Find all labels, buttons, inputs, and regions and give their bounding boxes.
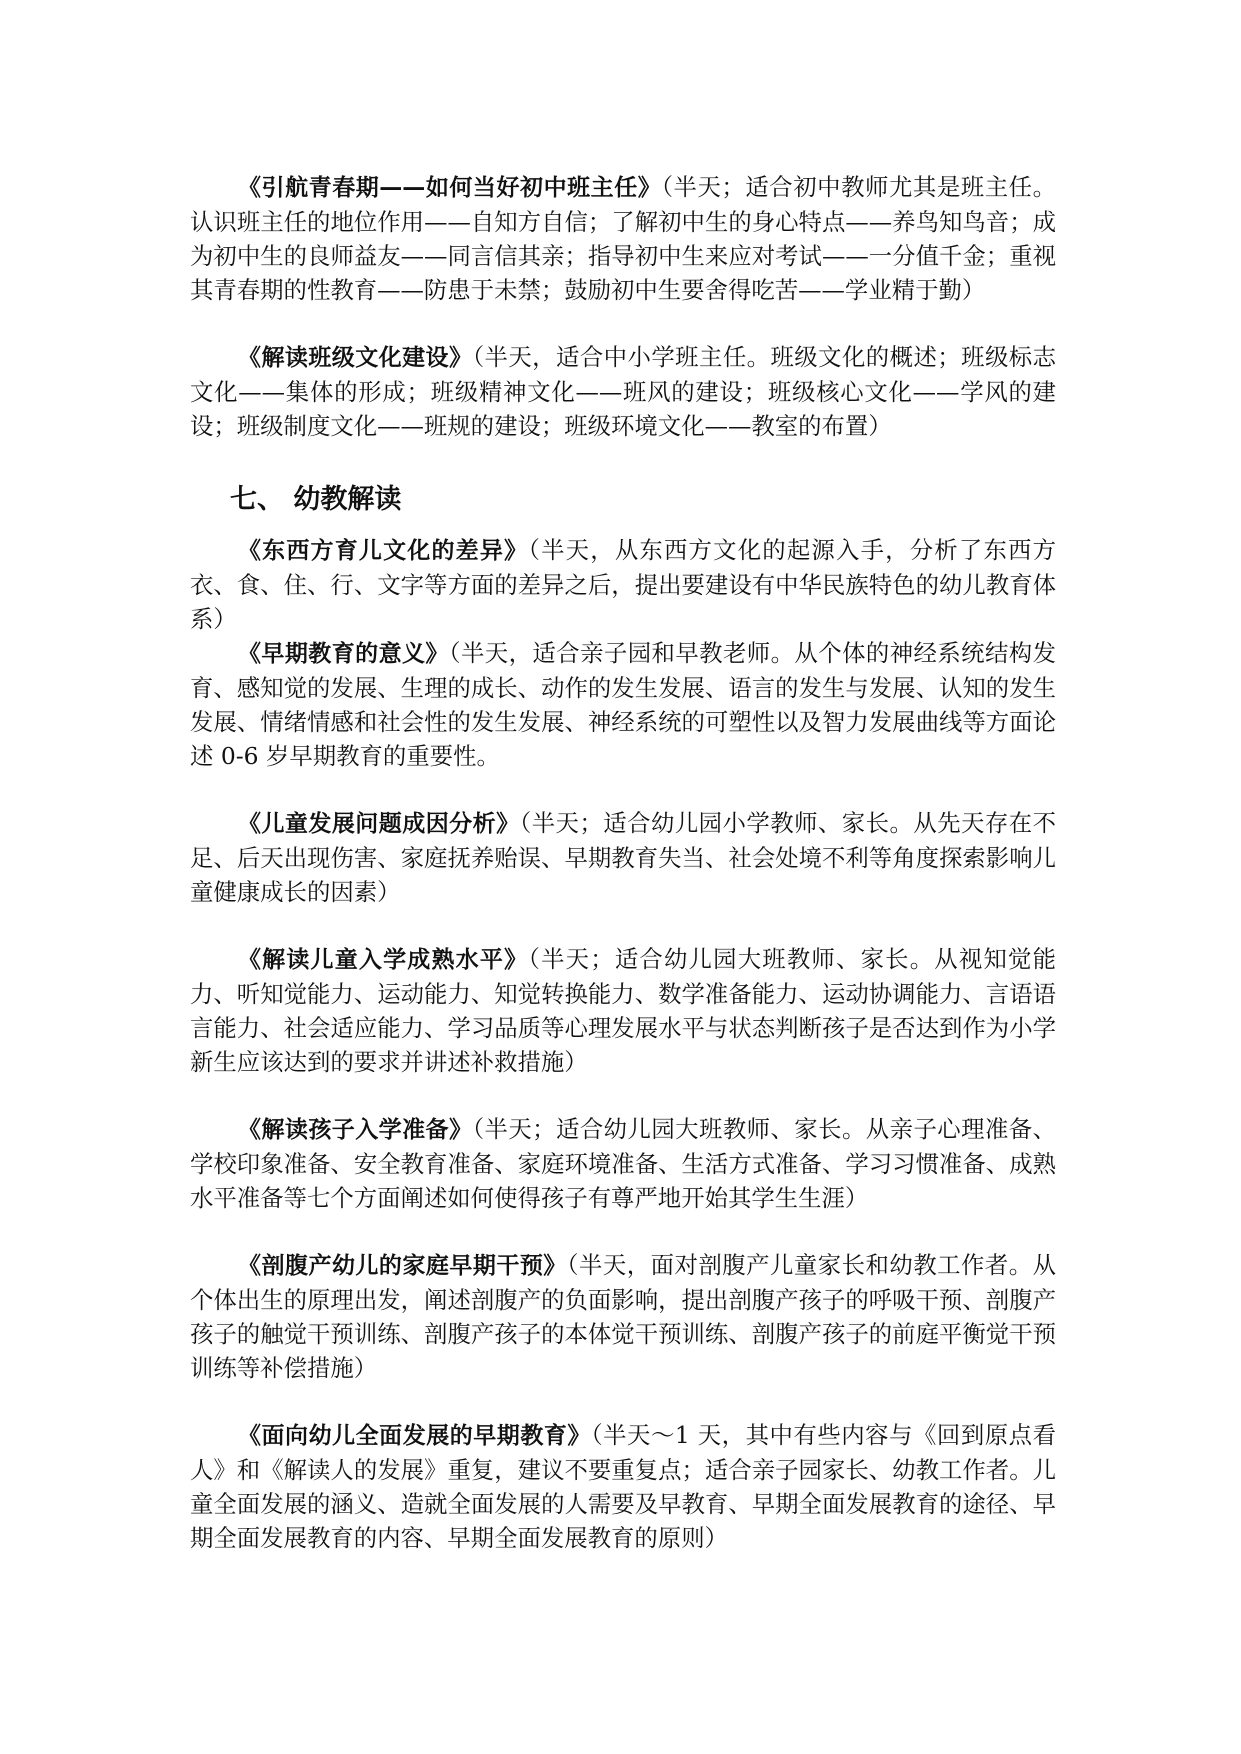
document-page — [190, 170, 1056, 1555]
course-title: 《东西方育儿文化的差异》 — [238, 538, 529, 564]
section-heading: 七、 幼教解读 — [230, 484, 402, 515]
course-title: 《剖腹产幼儿的家庭早期干预》 — [238, 1253, 567, 1279]
course-description: （半天，适合亲子园和早教老师。从个体的神经系统结构发育、感知觉的发展、生理的成长、动作的发生发展、语言的发生与发展、认知的发生发展、情绪情感和社会性的发生发展、神经系统的可塑性以及智力发展曲线等方面论述 0-6 岁早期教育的重要性。 — [190, 639, 1056, 770]
course-entry — [190, 533, 1056, 636]
course-description: （半天；适合幼儿园大班教师、家长。从视知觉能力、听知觉能力、运动能力、知觉转换能力、数学准备能力、运动协调能力、言语语言能力、社会适应能力、学习品质等心理发展水平与状态判断孩子是否达到作为小学新生应该达到的要求并讲述补救措施） — [190, 945, 1056, 1076]
course-entry — [190, 942, 1056, 1079]
course-title: 《引航青春期——如何当好初中班主任》 — [238, 175, 662, 201]
course-description: （半天；适合幼儿园小学教师、家长。从先天存在不足、后天出现伤害、家庭抚养贻误、早期教育失当、社会处境不利等角度探索影响儿童健康成长的因素） — [190, 809, 1056, 906]
course-description: （半天，面对剖腹产儿童家长和幼教工作者。从个体出生的原理出发，阐述剖腹产的负面影响，提出剖腹产孩子的呼吸干预、剖腹产孩子的触觉干预训练、剖腹产孩子的本体觉干预训练、剖腹产孩子的前庭平衡觉干预训练等补偿措施） — [190, 1251, 1056, 1382]
course-title: 《解读孩子入学准备》 — [238, 1117, 473, 1143]
course-title: 《解读儿童入学成熟水平》 — [238, 947, 529, 973]
course-title: 《面向幼儿全面发展的早期教育》 — [238, 1423, 591, 1449]
course-entry — [190, 1112, 1056, 1215]
course-title: 《早期教育的意义》 — [238, 641, 449, 667]
course-entry — [190, 340, 1056, 443]
course-description: （半天，适合中小学班主任。班级文化的概述；班级标志文化——集体的形成；班级精神文化——班风的建设；班级核心文化——学风的建设；班级制度文化——班规的建设；班级环境文化——教室的布置） — [190, 343, 1056, 440]
course-title: 《解读班级文化建设》 — [238, 345, 473, 371]
course-entry — [190, 636, 1056, 773]
course-entry — [190, 806, 1056, 909]
course-title: 《儿童发展问题成因分析》 — [238, 811, 520, 837]
course-description: （半天～1 天，其中有些内容与《回到原点看人》和《解读人的发展》重复，建议不要重复点；适合亲子园家长、幼教工作者。儿童全面发展的涵义、造就全面发展的人需要及早教育、早期全面发展教育的途径、早期全面发展教育的内容、早期全面发展教育的原则） — [190, 1421, 1056, 1552]
course-description: （半天；适合幼儿园大班教师、家长。从亲子心理准备、学校印象准备、安全教育准备、家庭环境准备、生活方式准备、学习习惯准备、成熟水平准备等七个方面阐述如何使得孩子有尊严地开始其学生生涯） — [190, 1115, 1056, 1212]
course-description: （半天，从东西方文化的起源入手，分析了东西方衣、食、住、行、文字等方面的差异之后，提出要建设有中华民族特色的幼儿教育体系） — [190, 536, 1056, 633]
course-description: （半天；适合初中教师尤其是班主任。认识班主任的地位作用——自知方自信；了解初中生的身心特点——养鸟知鸟音；成为初中生的良师益友——同言信其亲；指导初中生来应对考试——一分值千金；重视其青春期的性教育——防患于未禁；鼓励初中生要舍得吃苦——学业精于勤） — [190, 173, 1056, 304]
course-entry — [190, 1418, 1056, 1555]
course-entry — [190, 1248, 1056, 1385]
course-entry — [190, 170, 1056, 307]
